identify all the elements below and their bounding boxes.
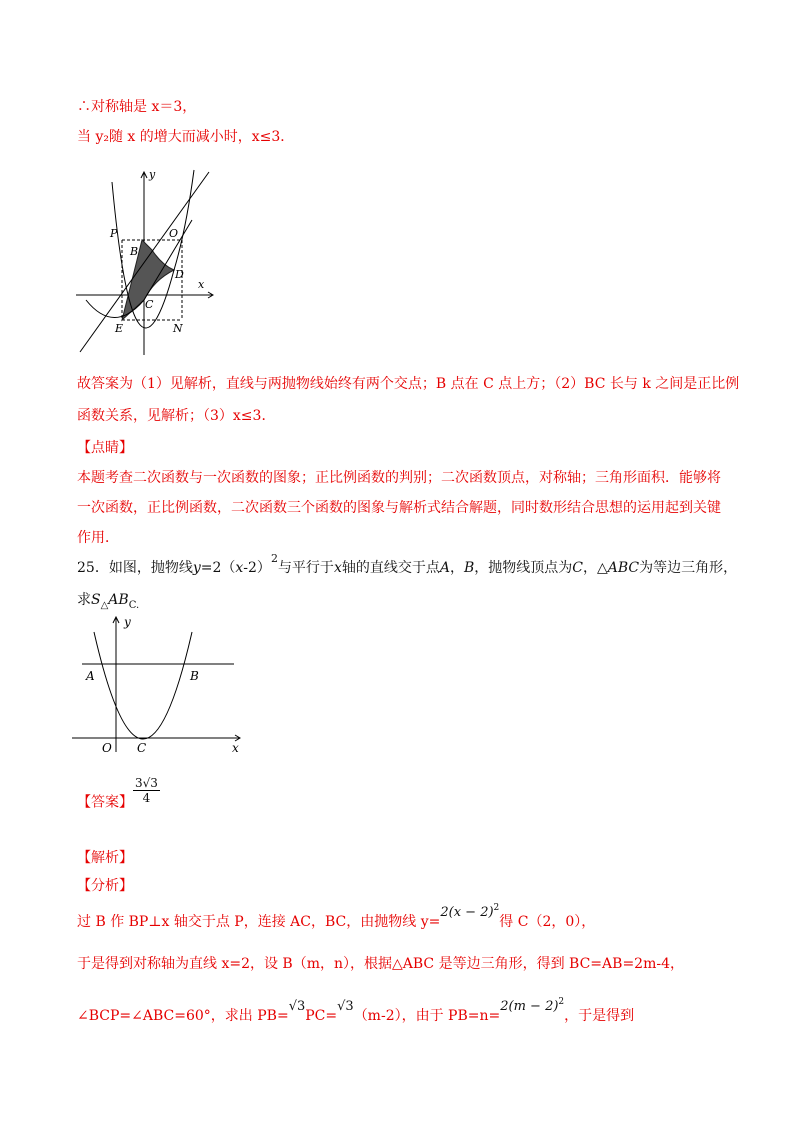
label-B: B [130, 245, 139, 258]
problem-text-e: ，△ [582, 560, 608, 576]
problem-text-c: 轴的直线交于点 [341, 560, 440, 576]
label-N: N [173, 322, 183, 335]
problem-25-line1 [77, 552, 738, 579]
label-x: x [198, 278, 205, 291]
sqrt3-b: √3 [337, 999, 354, 1014]
point-A: A [439, 560, 450, 576]
point-B: B [463, 560, 475, 576]
problem-text-a: 如图，抛物线 [108, 560, 193, 576]
eq-part: =2（ [200, 560, 236, 576]
parabola-figure-2 [70, 612, 246, 757]
analysis-l3-text-c: （m-2），由于 PB=n= [353, 1008, 501, 1024]
square-exponent: 2 [270, 552, 278, 565]
parabola-figure-1 [74, 160, 224, 360]
var-y: y [192, 560, 201, 576]
var-x-axis: x [333, 560, 342, 576]
problem-text-f: 为等边三角形， [639, 560, 738, 576]
analysis-line1 [77, 903, 596, 934]
label-O: O [169, 227, 179, 240]
label-C: C [145, 298, 154, 311]
parabola-formula: 2(x − 2) [440, 905, 494, 920]
analysis-l3-text-b: PC= [305, 1008, 338, 1024]
pb-formula: 2(m − 2) [500, 999, 559, 1014]
answer-row [77, 776, 160, 817]
comma: ， [449, 560, 464, 576]
answer-fraction [133, 776, 160, 805]
label-D: D [175, 268, 184, 281]
label-E: E [115, 322, 124, 335]
label-O: O [102, 741, 112, 755]
formula-exponent: 2 [493, 903, 500, 913]
analysis-line3 [77, 997, 635, 1028]
problem-text-b: 与平行于 [277, 560, 334, 576]
triangle-ABC: ABC [607, 560, 640, 576]
area-AB: AB [108, 592, 129, 608]
answer-label: 【答案】 [77, 794, 133, 811]
label-P: P [110, 227, 118, 240]
label-x: x [232, 741, 239, 755]
answer-summary-line1: 故答案为（1）见解析，直线与两抛物线始终有两个交点；B 点在 C 点上方；（2）BC 长与 k 之间是正比例 [77, 376, 740, 392]
sqrt3-a: √3 [288, 999, 306, 1014]
analysis-l3-text-d: ，于是得到 [564, 1008, 635, 1024]
answer-summary-line2: 函数关系，见解析；（3）x≤3． [77, 408, 276, 424]
analysis-l3-text-a: ∠BCP=∠ABC=60°，求出 PB= [77, 1008, 289, 1024]
problem-text-d: ，抛物线顶点为 [474, 560, 573, 576]
label-C: C [137, 741, 147, 755]
comment-line2: 一次函数，正比例函数，二次函数三个函数的图象与解析式结合解题，同时数形结合思想的运用起到关键 [77, 500, 721, 516]
pb-exponent: 2 [558, 997, 565, 1007]
area-C-subscript: C. [128, 600, 140, 611]
analysis-line2: 于是得到对称轴为直线 x=2，设 B（m，n），根据△ABC 是等边三角形，得到 BC=AB=2m-4， [77, 956, 684, 972]
problem-25-line2 [77, 590, 139, 612]
analysis-l1-text-a: 过 B 作 BP⊥x 轴交于点 P，连接 AC，BC，由抛物线 y= [77, 914, 441, 930]
triangle-subscript: △ [100, 600, 109, 611]
comment-heading: 【点睛】 [77, 440, 133, 456]
label-y: y [124, 615, 131, 629]
analysis-heading: 【解析】 [77, 850, 133, 866]
var-x: x [235, 560, 244, 576]
axis-of-symmetry-line: ∴对称轴是 x＝3， [77, 99, 197, 115]
label-y: y [149, 168, 156, 181]
minus-two: -2） [243, 560, 271, 576]
answer-numerator: 3√3 [135, 776, 158, 790]
label-B: B [190, 669, 199, 683]
answer-denominator: 4 [142, 791, 151, 805]
comment-line1: 本题考查二次函数与一次函数的图象；正比例函数的判别；二次函数顶点，对称轴；三角形面积．能够将 [77, 470, 721, 486]
area-S: S [91, 592, 101, 608]
label-A: A [86, 669, 95, 683]
comment-line3: 作用． [77, 530, 119, 546]
analysis-subheading: 【分析】 [77, 878, 133, 894]
ask-text: 求 [77, 592, 91, 608]
decreasing-range-line: 当 y₂随 x 的增大而减小时，x≤3． [77, 129, 295, 145]
point-C: C [572, 560, 583, 576]
parabola [94, 632, 192, 739]
problem-number: 25． [77, 560, 109, 576]
analysis-l1-text-b: 得 C（2，0）， [499, 914, 596, 930]
